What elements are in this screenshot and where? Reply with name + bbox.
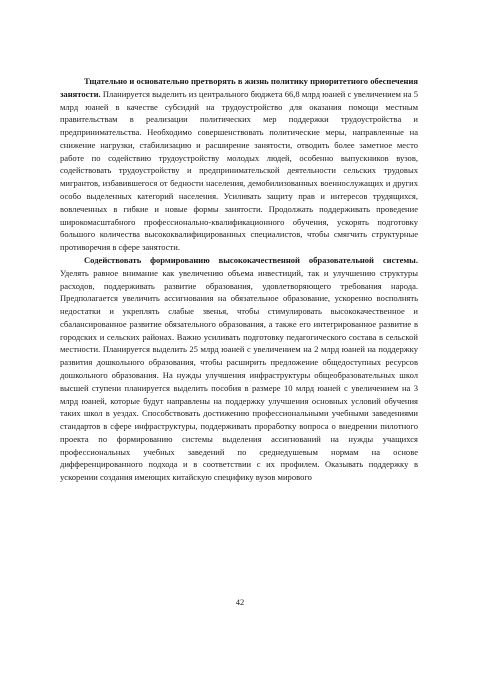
paragraph-text-employment: Планируется выделить из центрального бюджета 66,8 млрд юаней с увеличением на 5 млрд юаней в качестве субсидий на трудоустройство для оказания помощи местным правительствам в реализации политических мер поддержки трудоустройства и предпринимательства. Необходимо совершенствовать политические меры, направленные на снижение нагрузки, стабилизацию и расширение занятости, отводить более заметное место работе по содействию трудоустройству молодых людей, особенно выпускников вузов, содействовать трудоустройству и предпринимательской деятельности сельских трудовых мигрантов, избавившегося от бедности населения, демобилизованных военнослужащих и других особо выделенных категорий населения. Усиливать защиту прав и интересов трудящихся, вовлеченных в гибкие и новые формы занятости. Продолжать поддерживать проведение широкомасштабного профессионально-квалификационного обучения, ускорять подготовку большого количества высококвалифицированных специалистов, чтобы смягчить структурные противоречия в сфере занятости.: [60, 88, 418, 253]
page-number: 42: [235, 597, 245, 607]
page-body: [60, 75, 418, 484]
paragraph-education: [60, 254, 418, 484]
paragraph-lead-education: Содействовать формированию высококачественной образовательной системы.: [84, 254, 418, 265]
paragraph-text-education: Уделять равное внимание как увеличению объема инвестиций, так и улучшению структуры расходов, поддерживать развитие образования, удовлетворяющего требования народа. Предполагается увеличить ассигнования на обязательное образование, ускоренно восполнять недостатки и укреплять слабые звенья, чтобы стимулировать высококачественное и сбалансированное развитие обязательного образования, а также его интегрированное развитие в городских и сельских районах. Важно усиливать подготовку педагогического состава в сельской местности. Планируется выделить 25 млрд юаней с увеличением на 2 млрд юаней на поддержку развития дошкольного образования, чтобы расширить предложение общедоступных ресурсов дошкольного образования. На нужды улучшения инфраструктуры общеобразовательных школ высшей ступени планируется выделить пособия в размере 10 млрд юаней с увеличением на 3 млрд юаней, которые будут направлены на поддержку улучшения основных условий обучения таких школ в уездах. Способствовать достижению профессиональными учебными заведениями стандартов в сфере инфраструктуры, поддерживать проработку вопроса о внедрении пилотного проекта по формированию системы выделения ассигнований на нужды учащихся профессиональных учебных заведений по среднедушевым нормам на основе дифференцированного подхода и в соответствии с их профилем. Оказывать поддержку в ускорении создания имеющих китайскую специфику вузов мирового: [60, 267, 418, 483]
paragraph-lead-employment: Тщательно и основательно претворять в жизнь политику приоритетного обеспечения занятости.: [60, 76, 418, 99]
paragraph-employment: [60, 75, 418, 254]
